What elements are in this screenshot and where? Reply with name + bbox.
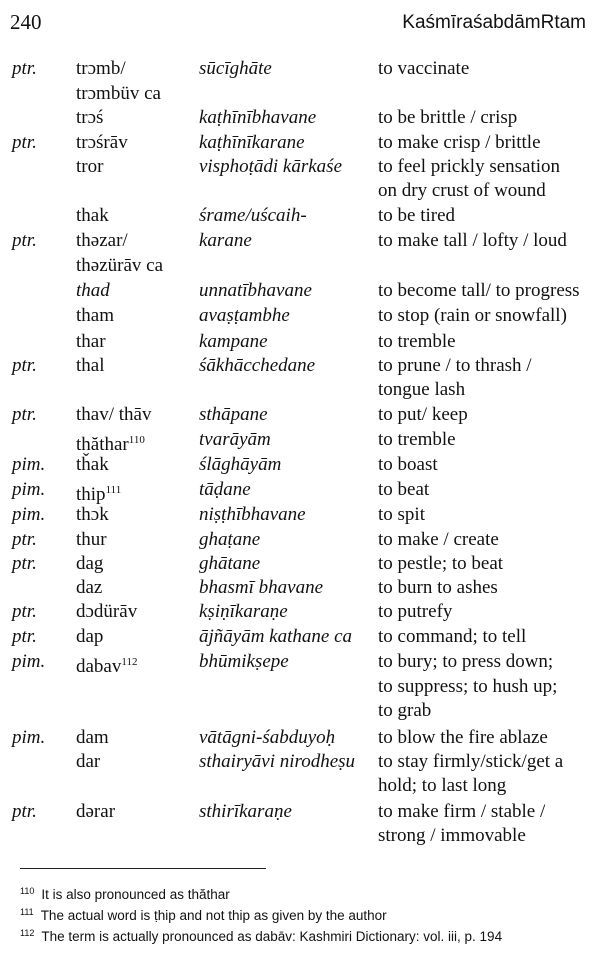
entry-sanskrit: tvarāyām bbox=[199, 429, 271, 450]
entry-meaning: to bury; to press down; bbox=[378, 651, 554, 672]
entry-meaning: to tremble bbox=[378, 331, 456, 352]
entry-sanskrit: ājñāyām kathane ca bbox=[199, 626, 353, 647]
entry-word: thəzürāv ca bbox=[76, 255, 164, 276]
entry-word: tham bbox=[76, 305, 114, 326]
footnote bbox=[20, 902, 590, 923]
entry-word: trɔś bbox=[76, 107, 104, 128]
entry-meaning: to command; to tell bbox=[378, 626, 527, 647]
entry-meaning: to make / create bbox=[378, 529, 499, 550]
footnote-reference: 110 bbox=[128, 434, 145, 446]
footnote-number: 111 bbox=[20, 907, 34, 917]
entry-sanskrit: sūcīghāte bbox=[199, 58, 272, 79]
entry-tag: ptr. bbox=[12, 132, 37, 153]
entry-sanskrit: kaṭhīnībhavane bbox=[199, 107, 317, 128]
footnote-reference: 111 bbox=[105, 484, 122, 496]
entry-sanskrit: vātāgni-śabduyoḥ bbox=[199, 727, 336, 748]
entry-sanskrit: ghātane bbox=[199, 553, 261, 574]
entry-meaning: to vaccinate bbox=[378, 58, 470, 79]
entry-tag: ptr. bbox=[12, 801, 37, 822]
entry-word: dar bbox=[76, 751, 101, 772]
entry-meaning: hold; to last long bbox=[378, 775, 507, 796]
entry-tag: ptr. bbox=[12, 404, 37, 425]
entry-sanskrit: kṣiṇīkaraṇe bbox=[199, 601, 288, 622]
entry-tag: pim. bbox=[12, 479, 46, 500]
entry-sanskrit: ślāghāyām bbox=[199, 454, 282, 475]
entry-tag: pim. bbox=[12, 454, 46, 475]
entry-word: dɔdürāv bbox=[76, 601, 138, 622]
entry-meaning: to burn to ashes bbox=[378, 577, 498, 598]
entry-meaning: on dry crust of wound bbox=[378, 180, 546, 201]
entry-sanskrit: ghaṭane bbox=[199, 529, 261, 550]
entry-word: tror bbox=[76, 156, 104, 177]
entry-meaning: to become tall/ to progress bbox=[378, 280, 580, 301]
footnotes bbox=[20, 881, 590, 944]
entry-word: thɔk bbox=[76, 504, 109, 525]
entry-meaning: to put/ keep bbox=[378, 404, 468, 425]
entry-word: thar bbox=[76, 331, 106, 352]
entry-word: thad bbox=[76, 280, 110, 301]
entry-word: thal bbox=[76, 355, 105, 376]
entry-sanskrit: sthāpane bbox=[199, 404, 268, 425]
entry-sanskrit: bhūmikṣepe bbox=[199, 651, 289, 672]
entry-tag: ptr. bbox=[12, 601, 37, 622]
entry-word: dap bbox=[76, 626, 104, 647]
entry-word: dərar bbox=[76, 801, 116, 822]
entry-meaning: to feel prickly sensation bbox=[378, 156, 561, 177]
entry-meaning: to putrefy bbox=[378, 601, 453, 622]
entry-tag: ptr. bbox=[12, 355, 37, 376]
entry-meaning: to make crisp / brittle bbox=[378, 132, 541, 153]
entry-word: thip$^{111}$ bbox=[76, 484, 122, 505]
entry-word: trɔmb/ bbox=[76, 58, 126, 79]
entry-sanskrit: karane bbox=[199, 230, 252, 251]
entry-meaning: to grab bbox=[378, 700, 432, 721]
entry-meaning: to pestle; to beat bbox=[378, 553, 504, 574]
entry-meaning: to make firm / stable / bbox=[378, 801, 546, 822]
entry-meaning: strong / immovable bbox=[378, 825, 526, 846]
entry-meaning: to tremble bbox=[378, 429, 456, 450]
entry-sanskrit: niṣṭhībhavane bbox=[199, 504, 306, 525]
entry-word: trɔmbüv ca bbox=[76, 83, 161, 104]
entry-tag: ptr. bbox=[12, 529, 37, 550]
footnote-text: The term is actually pronounced as dabāv: Kashmiri Dictionary: vol. iii, p. 194 bbox=[41, 929, 503, 944]
footnote-reference: 112 bbox=[121, 656, 138, 668]
entry-sanskrit: kaṭhīnīkarane bbox=[199, 132, 305, 153]
footnote-text: The actual word is ṭhip and not thip as given by the author bbox=[40, 908, 387, 923]
entry-sanskrit: śrame/uścaih- bbox=[199, 205, 307, 226]
entry-sanskrit: tāḍane bbox=[199, 479, 251, 500]
running-title: KaśmīraśabdāmRtam bbox=[402, 12, 586, 33]
entry-word: thak bbox=[76, 205, 109, 226]
entry-sanskrit: visphoṭādi kārkaśe bbox=[199, 156, 343, 177]
entry-meaning: to stop (rain or snowfall) bbox=[378, 305, 567, 326]
entry-sanskrit: sthairyāvi nirodheṣu bbox=[199, 751, 356, 772]
entry-word: dam bbox=[76, 727, 109, 748]
entry-word: thəzar/ bbox=[76, 230, 128, 251]
entry-word: dag bbox=[76, 553, 104, 574]
entry-word: dabav$^{112}$ bbox=[76, 656, 138, 677]
entry-meaning: to stay firmly/stick/get a bbox=[378, 751, 564, 772]
entry-meaning: to boast bbox=[378, 454, 438, 475]
entry-sanskrit: unnatībhavane bbox=[199, 280, 312, 301]
footnote-text: It is also pronounced as thăthar bbox=[41, 887, 230, 902]
entry-tag: ptr. bbox=[12, 230, 37, 251]
entry-sanskrit: avaṣṭambhe bbox=[199, 305, 290, 326]
entry-meaning: to make tall / lofty / loud bbox=[378, 230, 567, 251]
entry-sanskrit: śākhācchedane bbox=[199, 355, 316, 376]
entry-meaning: tongue lash bbox=[378, 379, 466, 400]
entry-meaning: to beat bbox=[378, 479, 430, 500]
entry-sanskrit: kampane bbox=[199, 331, 268, 352]
entry-sanskrit: bhasmī bhavane bbox=[199, 577, 324, 598]
entry-meaning: to spit bbox=[378, 504, 425, 525]
entry-meaning: to blow the fire ablaze bbox=[378, 727, 548, 748]
footnote-rule bbox=[20, 868, 266, 869]
entry-tag: ptr. bbox=[12, 626, 37, 647]
entry-word: thăthar$^{110}$ bbox=[76, 434, 145, 455]
entry-word: trɔśrāv bbox=[76, 132, 128, 153]
entry-meaning: to suppress; to hush up; bbox=[378, 676, 558, 697]
footnote-number: 110 bbox=[20, 886, 35, 896]
entry-word: thur bbox=[76, 529, 107, 550]
entry-tag: pim. bbox=[12, 651, 46, 672]
footnote bbox=[20, 923, 590, 944]
entry-tag: pim. bbox=[12, 727, 46, 748]
entry-sanskrit: sthirīkaraṇe bbox=[199, 801, 292, 822]
entry-tag: ptr. bbox=[12, 58, 37, 79]
page-number: 240 bbox=[10, 10, 42, 34]
entry-tag: ptr. bbox=[12, 553, 37, 574]
footnote-number: 112 bbox=[20, 928, 35, 938]
entry-word: tȟak bbox=[76, 454, 109, 475]
entry-word: thav/ thāv bbox=[76, 404, 152, 425]
entry-meaning: to prune / to thrash / bbox=[378, 355, 532, 376]
footnote bbox=[20, 881, 590, 902]
entry-tag: pim. bbox=[12, 504, 46, 525]
entry-meaning: to be tired bbox=[378, 205, 456, 226]
entry-word: daz bbox=[76, 577, 103, 598]
entry-meaning: to be brittle / crisp bbox=[378, 107, 518, 128]
